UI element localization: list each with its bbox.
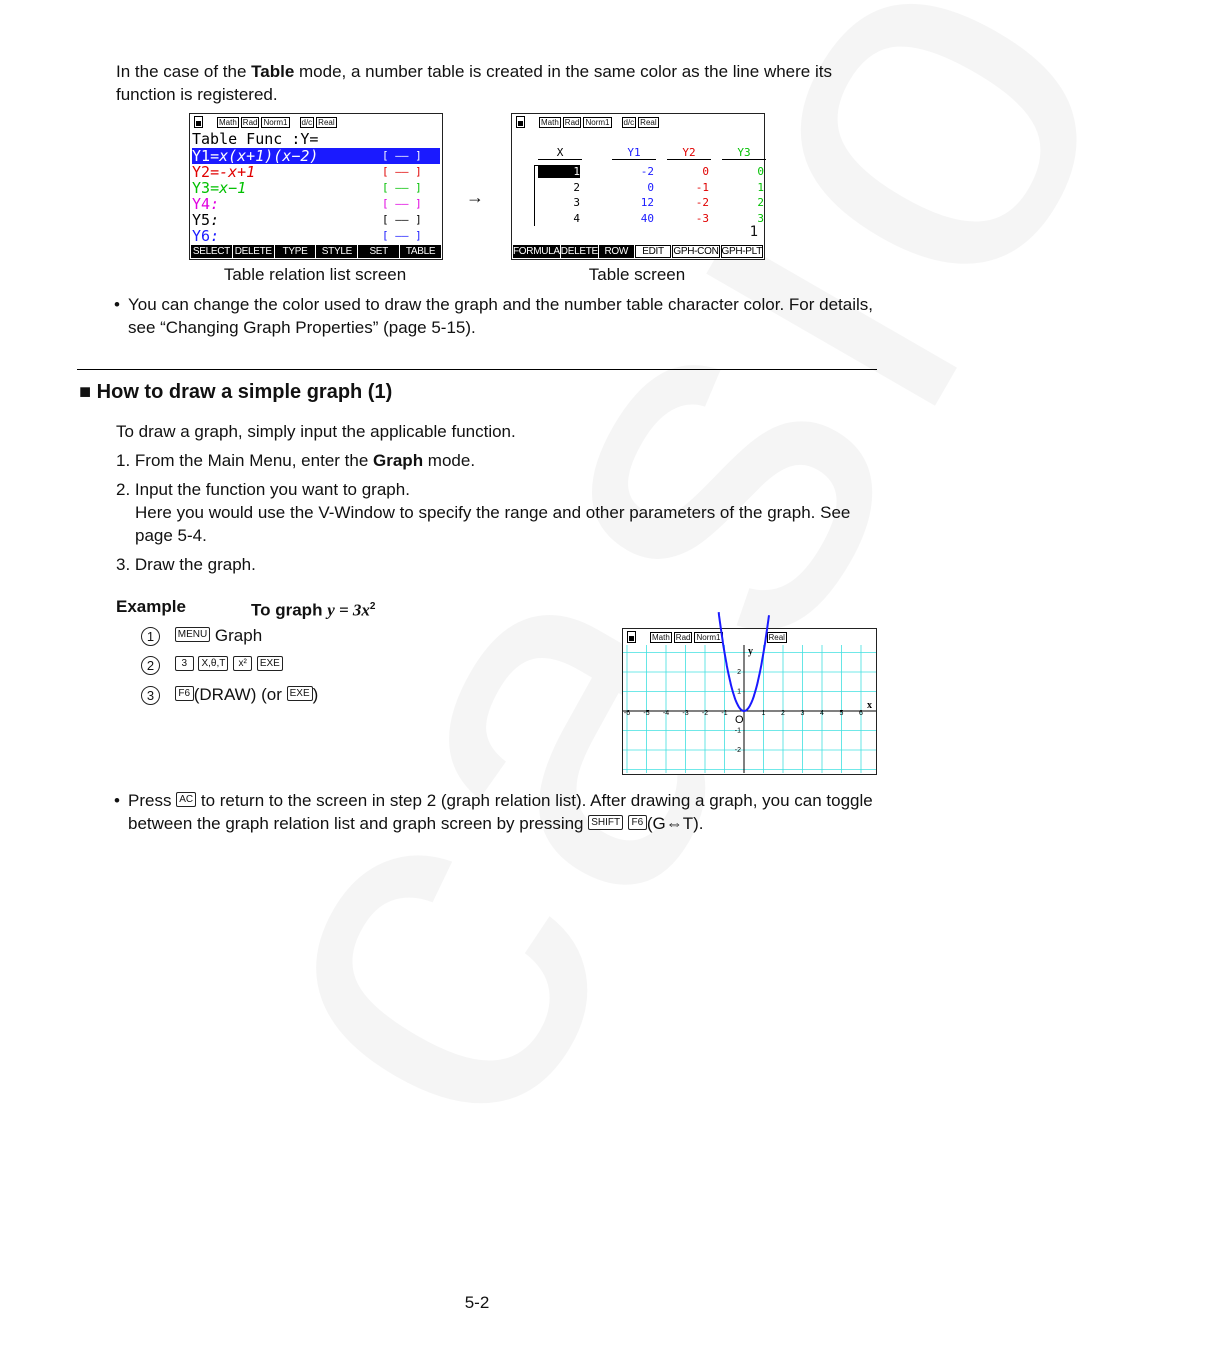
menu-key[interactable]: MENU <box>175 627 210 642</box>
bullet-dot: • <box>114 295 120 314</box>
step-3-close: ) <box>312 685 319 704</box>
x-tick-label: 3 <box>800 710 805 717</box>
status-bar <box>627 631 787 643</box>
step-2-detail: Here you would use the V-Window to specify the range and other parameters of the graph. See page 5-4. <box>135 503 851 545</box>
press-text: Press <box>128 791 172 810</box>
status-rad: Rad <box>675 632 691 642</box>
battery-icon <box>627 631 636 643</box>
function-line-1[interactable] <box>192 148 440 164</box>
fn-gph-con[interactable]: GPH-CON <box>673 246 719 257</box>
table-cell[interactable]: 0 <box>757 165 764 178</box>
intro-paragraph <box>116 60 876 106</box>
table-cell[interactable]: 12 <box>640 196 654 209</box>
fn-edit[interactable]: EDIT <box>635 245 672 258</box>
function-expression: -x+1 <box>219 163 256 181</box>
function-expression: : <box>210 195 220 213</box>
function-label: Y4 <box>192 195 211 213</box>
table-header: Y3 <box>722 146 766 160</box>
status-dc: d/c <box>623 117 635 127</box>
intro-bold: Table <box>251 62 295 81</box>
key-f6[interactable]: F6 <box>175 686 194 701</box>
table-cell[interactable]: 3 <box>757 211 764 225</box>
status-rad: Rad <box>242 117 258 127</box>
battery-icon <box>516 116 525 128</box>
step-1-post: mode. <box>423 451 476 470</box>
arrow-right: → <box>466 187 484 207</box>
x-tick-label: 5 <box>839 710 844 717</box>
status-norm: Norm1 <box>585 117 610 127</box>
status-norm: Norm1 <box>263 117 288 127</box>
line-style: [ —— ] <box>382 229 422 242</box>
table-cell[interactable]: -3 <box>695 211 709 225</box>
caption-table-relation: Table relation list screen <box>223 265 407 284</box>
key-exe[interactable]: EXE <box>287 686 313 701</box>
step-1-text: Graph <box>214 626 263 645</box>
y-tick-label: -2 <box>734 747 741 754</box>
line-style: [ —— ] <box>382 149 422 162</box>
line-style: [ —— ] <box>382 213 422 226</box>
table-header: Y2 <box>667 146 711 160</box>
table-bracket <box>534 165 538 226</box>
fn-set[interactable]: SET <box>358 245 399 258</box>
function-line-4[interactable] <box>192 196 440 212</box>
example-text: To graph <box>251 600 328 620</box>
function-label: Y3 <box>192 179 211 197</box>
step-2: 2. Input the function you want to graph. <box>116 480 410 499</box>
function-label: Y5 <box>192 211 211 229</box>
example-step-2 <box>141 653 283 676</box>
status-real: Real <box>768 632 785 642</box>
example-label: Example <box>116 597 186 616</box>
body-intro: To draw a graph, simply input the applicable function. <box>116 422 516 441</box>
table-func-title: Table Func :Y= <box>192 130 319 148</box>
equals-sign: = <box>210 147 220 165</box>
f6-key[interactable]: F6 <box>628 815 647 830</box>
caption-table-screen: Table screen <box>588 265 686 284</box>
function-label: Y6 <box>192 227 211 245</box>
y-tick-label: -1 <box>734 727 741 735</box>
example-formula: y = 3x <box>327 600 370 620</box>
bullet-color-note: You can change the color used to draw the graph and the number table character color. For details, see “Changing Graph Properties” (page 5-15). <box>128 295 874 337</box>
table-header: Y1 <box>612 146 656 160</box>
example-step-3 <box>141 683 318 706</box>
table-screen <box>511 113 765 260</box>
table-cell[interactable]: 4 <box>573 211 580 225</box>
bullet-press-ac <box>128 789 873 835</box>
step-number-3: 3 <box>141 686 160 705</box>
x-axis-label: x <box>867 700 872 711</box>
function-key-bar <box>191 245 441 258</box>
bullet-dot: • <box>114 791 120 810</box>
equals-sign: = <box>210 163 220 181</box>
status-real: Real <box>318 117 335 127</box>
function-line-2[interactable] <box>192 164 440 180</box>
table-cell[interactable]: 1 <box>538 165 580 178</box>
step-1-pre: 1. From the Main Menu, enter the <box>116 451 374 470</box>
example-title <box>251 595 375 622</box>
x-tick-label: -2 <box>701 710 709 717</box>
example-step-1 <box>141 624 262 647</box>
section-title: How to draw a simple graph (1) <box>96 381 393 403</box>
status-norm: Norm1 <box>696 632 721 642</box>
toggle-text: to return to the screen in step 2 (graph relation list). After drawing a graph, you can toggle between the graph relation list and graph screen by pressing <box>128 791 873 833</box>
y-tick-label: 2 <box>737 669 741 676</box>
step-3: 3. Draw the graph. <box>116 555 256 574</box>
table-cell[interactable]: 1 <box>757 180 764 194</box>
fn-delete[interactable]: DELETE <box>234 246 272 257</box>
table-cell[interactable]: 2 <box>757 196 764 209</box>
x-tick-label: -1 <box>721 710 728 717</box>
battery-icon <box>194 116 203 128</box>
example-superscript: 2 <box>369 601 376 612</box>
step-1 <box>116 449 475 472</box>
fn-delete[interactable]: DELETE <box>560 246 598 257</box>
status-bar <box>516 116 659 128</box>
status-math: Math <box>541 117 559 127</box>
key-x-squared[interactable]: x² <box>233 656 252 671</box>
x-tick-label: -3 <box>682 710 689 717</box>
function-label: Y2 <box>192 163 211 181</box>
function-label: Y1 <box>192 147 211 165</box>
origin-label: O <box>735 714 744 726</box>
function-line-3[interactable] <box>192 180 440 196</box>
function-line-6[interactable] <box>192 228 440 244</box>
key-x-theta-t[interactable]: X,θ,T <box>198 656 228 671</box>
fn-table[interactable]: TABLE <box>400 245 441 258</box>
graph-screen <box>622 628 877 775</box>
fn-type[interactable]: TYPE <box>275 245 316 258</box>
fn-row[interactable]: ROW <box>599 245 634 258</box>
equals-sign: = <box>210 179 220 197</box>
section-marker: ■ <box>79 381 92 403</box>
table-cell[interactable]: 0 <box>647 180 654 194</box>
y-axis-label: y <box>748 646 753 657</box>
status-math: Math <box>652 632 670 642</box>
graph-plot <box>623 645 876 773</box>
x-tick-label: 1 <box>761 710 766 717</box>
status-bar <box>194 116 337 128</box>
page-number: 5-2 <box>464 1293 490 1312</box>
x-tick-label: -5 <box>643 710 650 717</box>
status-real: Real <box>640 117 657 127</box>
gt-text: (G⇔T). <box>646 814 704 833</box>
table-cell[interactable]: 0 <box>702 165 709 178</box>
table-cell[interactable]: -2 <box>695 196 709 209</box>
function-expression: x(x+1)(x−2) <box>219 147 319 165</box>
table-cell[interactable]: -2 <box>640 165 654 178</box>
fn-gph-plt[interactable]: GPH-PLT <box>721 246 762 257</box>
function-expression: : <box>210 227 220 245</box>
line-style: [ —— ] <box>382 165 422 178</box>
line-style: [ —— ] <box>382 181 422 194</box>
step-1-bold: Graph <box>373 451 424 470</box>
step-number-1: 1 <box>141 627 160 646</box>
section-divider <box>77 369 877 370</box>
status-dc: d/c <box>301 117 313 127</box>
x-tick-label: -6 <box>623 710 631 717</box>
x-tick-label: 4 <box>820 710 824 717</box>
x-tick-label: 2 <box>781 710 785 717</box>
shift-key[interactable]: SHIFT <box>588 815 623 830</box>
fn-select[interactable]: SELECT <box>192 246 230 257</box>
fn-formula[interactable]: FORMULA <box>513 246 560 257</box>
intro-text-pre: In the case of the <box>116 62 252 81</box>
intro-text-post: mode, a number table is created in the same color as the line where its function is registered. <box>116 62 832 104</box>
status-rad: Rad <box>564 117 580 127</box>
step-number-2: 2 <box>141 656 160 675</box>
y-tick-label: 1 <box>737 688 741 696</box>
key-exe[interactable]: EXE <box>257 656 283 671</box>
function-line-5[interactable] <box>192 212 440 228</box>
function-expression: x−1 <box>219 179 247 197</box>
cell-value: 1 <box>749 224 758 240</box>
function-key-bar <box>513 245 763 258</box>
line-style: [ —— ] <box>382 197 422 210</box>
table-cell[interactable]: 40 <box>640 211 654 225</box>
key-3[interactable]: 3 <box>175 656 194 671</box>
table-cell[interactable]: 2 <box>573 180 580 194</box>
ac-key[interactable]: AC <box>176 792 196 807</box>
x-tick-label: -4 <box>662 710 670 717</box>
x-tick-label: 6 <box>859 710 863 717</box>
table-cell[interactable]: 3 <box>573 196 580 209</box>
status-math: Math <box>219 117 237 127</box>
table-header: X <box>538 146 582 160</box>
section-heading <box>79 381 392 404</box>
step-3-text: (DRAW) (or <box>193 685 282 704</box>
table-relation-list-screen <box>189 113 443 260</box>
function-expression: : <box>210 211 220 229</box>
number-table <box>536 146 762 226</box>
fn-style[interactable]: STYLE <box>316 245 357 258</box>
table-cell[interactable]: -1 <box>695 180 709 194</box>
